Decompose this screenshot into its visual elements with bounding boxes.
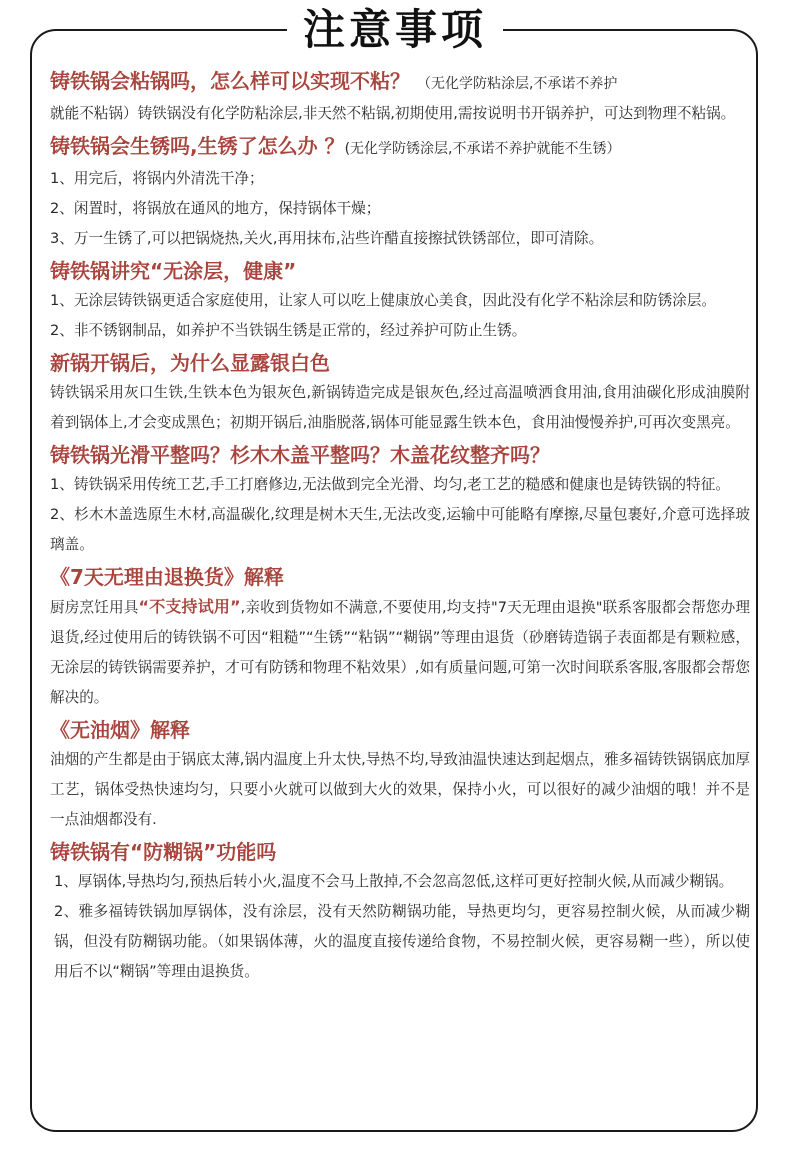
section-paragraph: 2、非不锈钢制品，如养护不当铁锅生锈是正常的，经过养护可防止生锈。 <box>50 322 527 339</box>
section-heading: 铸铁锅光滑平整吗？杉木木盖平整吗？木盖花纹整齐吗？ <box>50 443 550 467</box>
section-rust <box>50 131 750 254</box>
page-title: 注意事项 <box>287 4 503 56</box>
title-wrap <box>0 0 790 56</box>
section-paragraph: 1、厚锅体,导热均匀,预热后转小火,温度不会马上散掉,不会忽高忽低,这样可更好控制火候,从而减少糊锅。 <box>54 873 734 890</box>
no-trial-highlight: “不支持试用” <box>138 597 241 616</box>
notice-content <box>50 64 750 987</box>
section-paragraph: 2、雅多福铸铁锅加厚锅体，没有涂层，没有天然防糊锅功能，导热更均匀，更容易控制火候，从而减少糊锅，但没有防糊锅功能。（如果锅体薄，火的温度直接传递给食物，不易控制火候，更容易糊一些），所以使用后不以“糊锅”等理由退换货。 <box>54 903 750 980</box>
section-no-coating <box>50 256 750 346</box>
section-paragraph: 1、铸铁锅采用传统工艺,手工打磨修边,无法做到完全光滑、均匀,老工艺的糙感和健康也是铸铁锅的特征。 <box>50 476 730 493</box>
section-non-stick <box>50 66 750 129</box>
section-heading: 新锅开锅后，为什么显露银白色 <box>50 351 330 375</box>
section-paragraph: 油烟的产生都是由于锅底太薄,锅内温度上升太快,导热不均,导致油温快速达到起烟点，雅多福铸铁锅锅底加厚工艺，锅体受热快速均匀，只要小火就可以做到大火的效果，保持小火，可以很好的减少油烟的哦！并不是一点油烟都没有. <box>50 751 750 828</box>
section-paragraph: 厨房烹饪用具“不支持试用”,亲收到货物如不满意,不要使用,均支持"7天无理由退换"联系客服都会帮您办理退货,经过使用后的铸铁锅不可因“粗糙”“生锈”“粘锅”“糊锅”等理由退货（砂磨铸造锅子表面都是有颗粒感，无涂层的铸铁锅需要养护，才可有防锈和物理不粘效果）,如有质量问题,可第一次时间联系客服,客服都会帮您解决的。 <box>50 597 750 706</box>
section-paragraph: 1、无涂层铸铁锅更适合家庭使用，让家人可以吃上健康放心美食，因此没有化学不粘涂层和防锈涂层。 <box>50 292 717 309</box>
section-return-policy <box>50 562 750 713</box>
section-paragraph: 铸铁锅采用灰口生铁,生铁本色为银灰色,新锅铸造完成是银灰色,经过高温喷洒食用油,食用油碳化形成油膜附着到锅体上,才会变成黑色；初期开锅后,油脂脱落,锅体可能显露生铁本色，食用油慢慢养护,可再次变黑亮。 <box>50 384 750 431</box>
section-heading: 铸铁锅有“防糊锅”功能吗 <box>50 840 277 864</box>
section-paragraph: 1、用完后，将锅内外清洗干净； <box>50 170 264 187</box>
section-heading: 《7天无理由退换货》解释 <box>50 565 284 589</box>
section-smoothness <box>50 440 750 560</box>
section-paragraph: 2、杉木木盖选原生木材,高温碳化,纹理是树木天生,无法改变,运输中可能略有摩擦,尽量包裹好,介意可选择玻璃盖。 <box>50 506 750 553</box>
section-silver-color <box>50 348 750 438</box>
section-heading: 《无油烟》解释 <box>50 718 190 742</box>
section-heading: 铸铁锅会生锈吗,生锈了怎么办 ？(无化学防锈涂层,不承诺不养护就能不生锈） <box>50 134 621 158</box>
section-paragraph: 3、万一生锈了,可以把锅烧热,关火,再用抹布,沾些许醋直接擦拭铁锈部位，即可清除。 <box>50 230 604 247</box>
section-anti-burn <box>50 837 750 987</box>
section-paragraph: 就能不粘锅）铸铁锅没有化学防粘涂层,非天然不粘锅,初期使用,需按说明书开锅养护，可达到物理不粘锅。 <box>50 105 736 122</box>
section-heading: 铸铁锅讲究“无涂层，健康” <box>50 259 297 283</box>
section-heading: 铸铁锅会粘锅吗，怎么样可以实现不粘？ （无化学防粘涂层,不承诺不养护 <box>50 69 618 93</box>
section-paragraph: 2、闲置时，将锅放在通风的地方，保持锅体干燥； <box>50 200 381 217</box>
section-no-smoke <box>50 715 750 835</box>
